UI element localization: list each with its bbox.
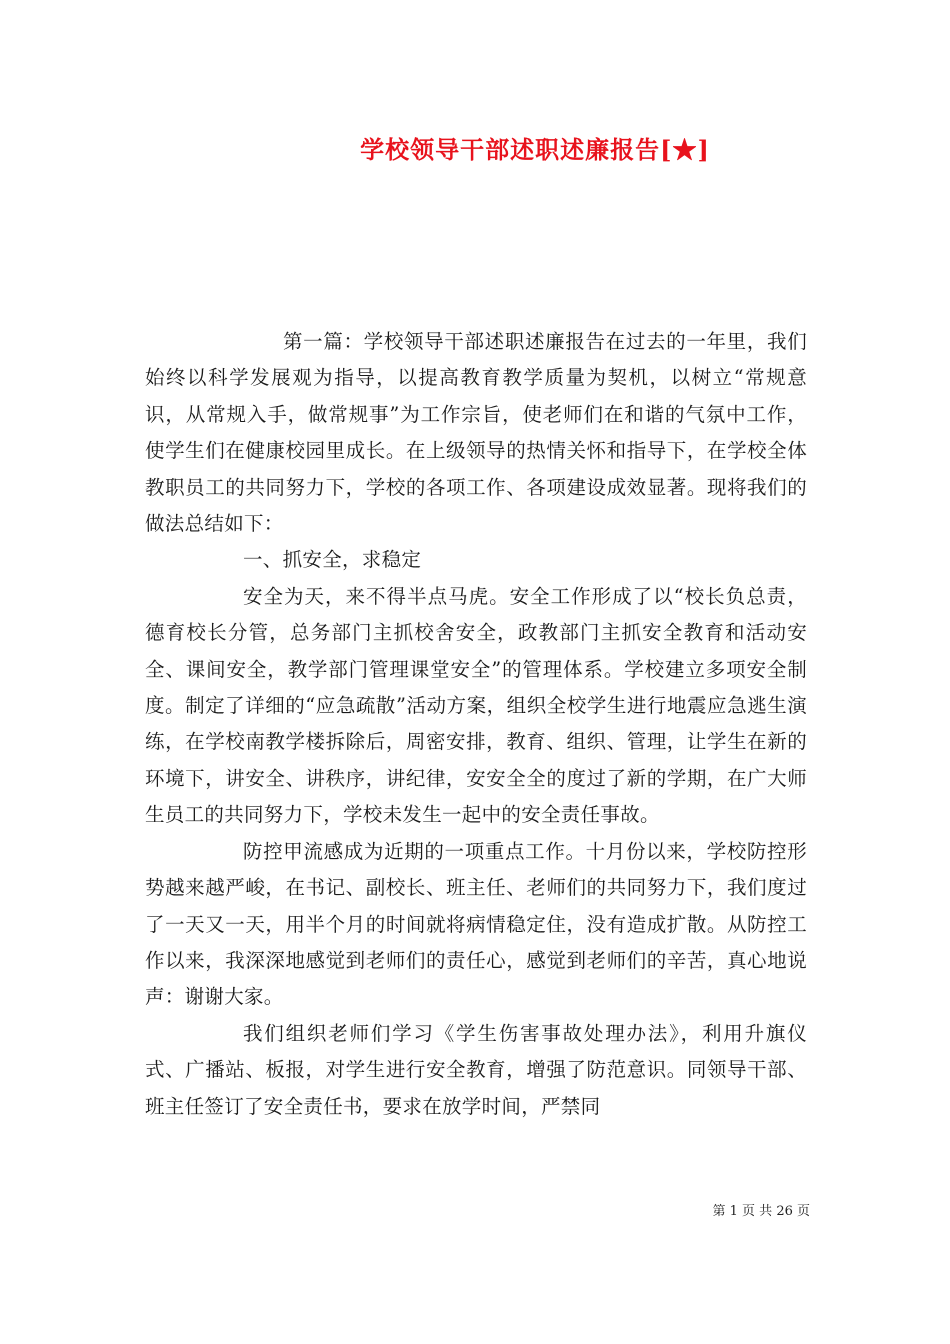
- section-heading-safety: 一、抓安全，求稳定: [243, 548, 422, 572]
- paragraph-intro: 第一篇：学校领导干部述职述廉报告在过去的一年里，我们始终以科学发展观为指导，以提高教育教学质量为契机，以树立“常规意识，从常规入手，做常规事”为工作宗旨，使老师们在和谐的气氛中工作，使学生们在健康校园里成长。在上级领导的热情关怀和指导下，在学校全体教职员工的共同努力下，学校的各项工作、各项建设成效显著。现将我们的做法总结如下：: [145, 330, 807, 536]
- document-body: [145, 324, 807, 1125]
- paragraph-flu-prevention: 防控甲流感成为近期的一项重点工作。十月份以来，学校防控形势越来越严峻，在书记、副校长、班主任、老师们的共同努力下，我们度过了一天又一天，用半个月的时间就将病情稳定住，没有造成扩散。从防控工作以来，我深深地感觉到老师们的责任心，感觉到老师们的辛苦，真心地说声：谢谢大家。: [145, 839, 807, 1009]
- paragraph-safety-system: 安全为天，来不得半点马虎。安全工作形成了以“校长负总责，德育校长分管，总务部门主抓校舍安全，政教部门主抓安全教育和活动安全、课间安全，教学部门管理课堂安全”的管理体系。学校建立多项安全制度。制定了详细的“应急疏散”活动方案，组织全校学生进行地震应急逃生演练，在学校南教学楼拆除后，周密安排，教育、组织、管理，让学生在新的环境下，讲安全、讲秩序，讲纪律，安安全全的度过了新的学期，在广大师生员工的共同努力下，学校未发生一起中的安全责任事故。: [145, 584, 807, 827]
- paragraph-safety-education: 我们组织老师们学习《学生伤害事故处理办法》，利用升旗仪式、广播站、板报，对学生进行安全教育，增强了防范意识。同领导干部、班主任签订了安全责任书，要求在放学时间，严禁同: [145, 1021, 807, 1118]
- document-title: 学校领导干部述职述廉报告[★]: [360, 135, 710, 164]
- page-number-footer: 第 1 页 共 26 页: [712, 1204, 810, 1219]
